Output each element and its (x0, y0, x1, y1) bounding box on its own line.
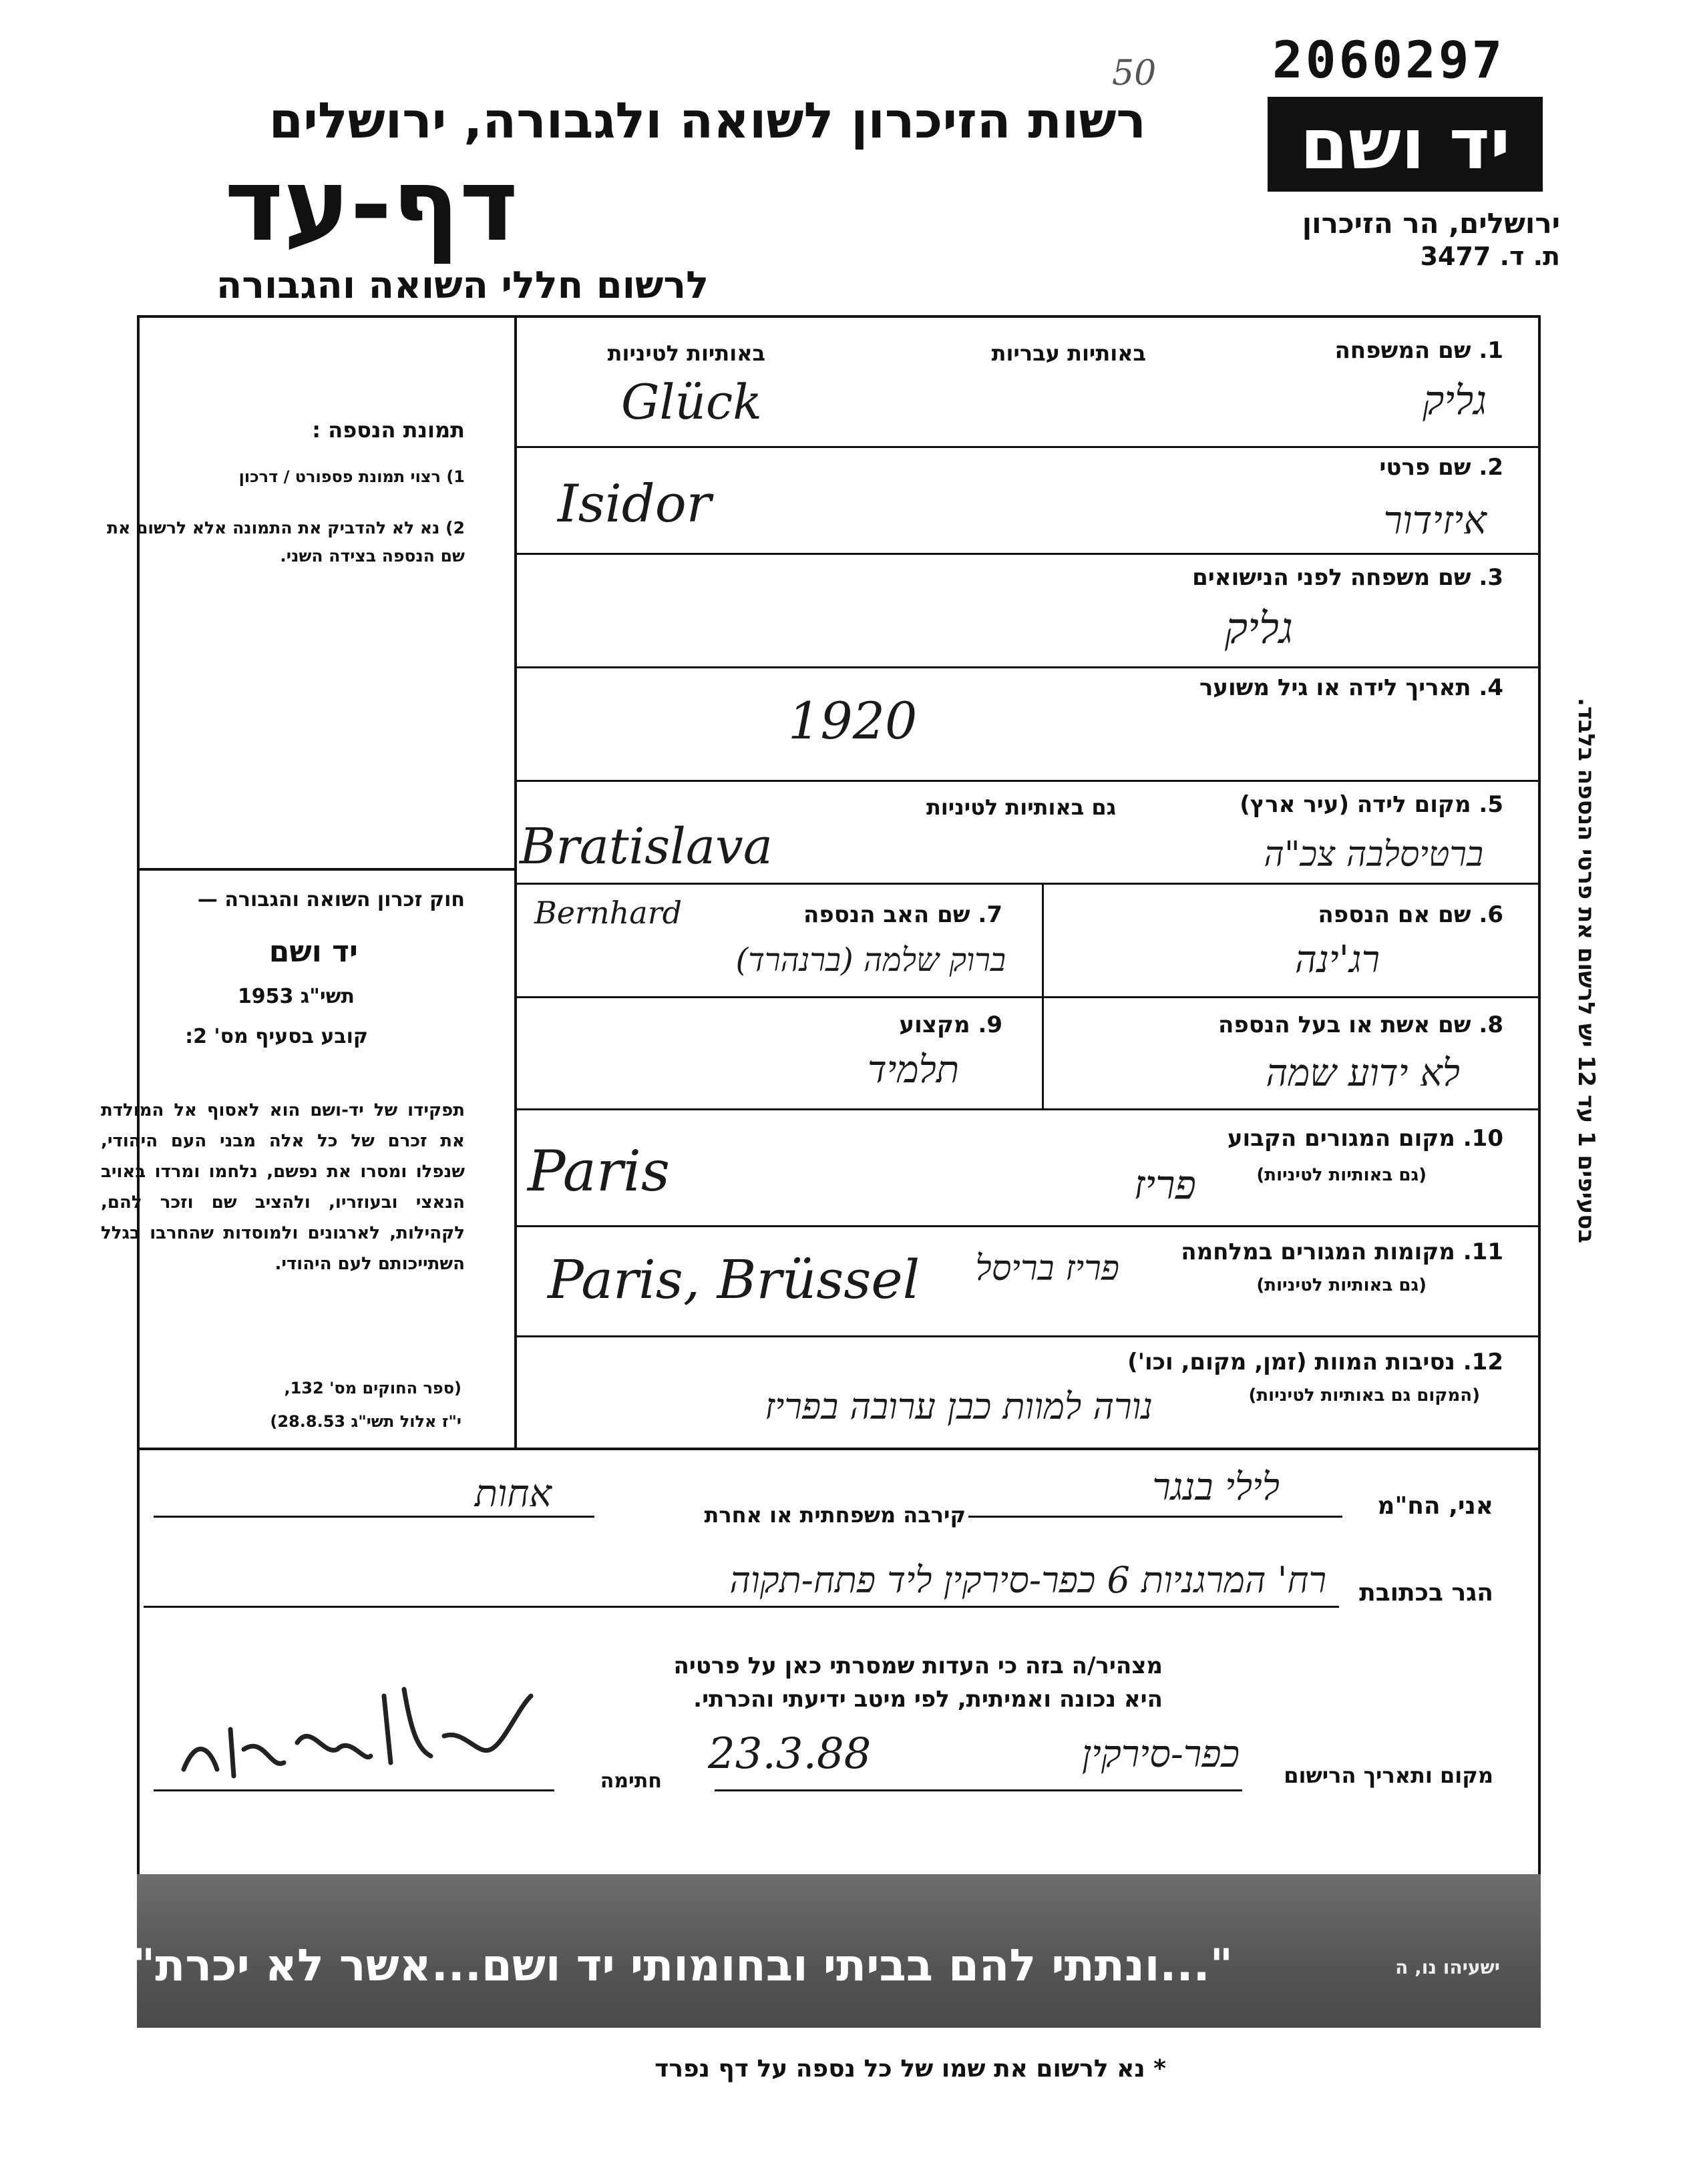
law-ref-2: י"ז אלול תשי"ג 28.8.53) (270, 1412, 461, 1431)
row-sep (514, 1335, 1541, 1337)
declaration-intro: אני, הח"מ (1377, 1492, 1493, 1520)
footer-note: * נא לרשום את שמו של כל נספה על דף נפרד (654, 2055, 1166, 2083)
field-8-label: 8. שם אשת או בעל הנספה (1218, 1012, 1503, 1038)
field-1-latin-value[interactable]: Glück (621, 374, 762, 430)
field-1-hebrew-value[interactable]: גליק (1423, 377, 1487, 424)
declarant-name[interactable]: לילי בנגר (1152, 1466, 1280, 1509)
address-value[interactable]: רח' המרגניות 6 כפר-סירקין ליד פתח-תקוה (729, 1559, 1326, 1601)
signature-label: חתימה (600, 1769, 662, 1793)
row-sep (514, 996, 1541, 998)
signature-scribble[interactable] (170, 1669, 544, 1789)
address-line (144, 1606, 1339, 1608)
field-6-label: 6. שם אם הנספה (1318, 901, 1503, 928)
field-1-hebrew-hint: באותיות עבריות (991, 341, 1146, 366)
banner-source: ישעיהו נו, ה (1395, 1956, 1500, 1978)
authority-title: רשות הזיכרון לשואה ולגבורה, ירושלים (268, 92, 1146, 150)
side-note: בסעיפים 1 עד 12 יש לרשום את פרטי הנספה בלבד. (1573, 698, 1600, 1244)
field-3-label: 3. שם משפחה לפני הנישואים (1192, 564, 1503, 591)
form-title: דף-עד (224, 148, 518, 264)
field-10-label: 10. מקום המגורים הקבוע (1227, 1125, 1503, 1152)
law-clause: קובע בסעיף מס' 2: (185, 1025, 368, 1048)
form-subtitle: לרשום חללי השואה והגבורה (216, 264, 709, 307)
declarant-line (968, 1516, 1342, 1518)
stamp-mark: 50 (1112, 53, 1157, 93)
field-2-latin-value[interactable]: Isidor (558, 474, 711, 534)
field-12-value[interactable]: נורה למוות כבן ערובה בפריז (765, 1385, 1153, 1428)
field-4-value[interactable]: 1920 (788, 691, 918, 750)
form-number: 2060297 (1272, 30, 1505, 89)
field-5-latin-hint: גם באותיות לטיניות (926, 795, 1116, 820)
left-column-split (137, 868, 514, 871)
photo-box-item-2: 2) נא לא להדביק את התמונה אלא לרשום את שם הנספה בצידה השני. (107, 518, 465, 566)
signature-line (154, 1789, 554, 1791)
row-sep (514, 780, 1541, 782)
field-11-hebrew-value[interactable]: פריז בריסל (975, 1249, 1119, 1289)
relation-label: קירבה משפחתית או אחרת (704, 1502, 966, 1528)
law-ref-1: (ספר החוקים מס' 132, (284, 1379, 461, 1397)
field-10-hebrew-value[interactable]: פריז (1133, 1162, 1196, 1209)
row-sep (514, 1225, 1541, 1227)
field-9-value[interactable]: תלמיד (867, 1048, 959, 1092)
field-12-hint: (המקום גם באותיות לטיניות) (1248, 1385, 1480, 1405)
field-11-label: 11. מקומות המגורים במלחמה (1181, 1239, 1503, 1265)
place-date-line (715, 1789, 1242, 1791)
row-mid-divider (1042, 883, 1044, 1108)
field-12-label: 12. נסיבות המוות (זמן, מקום, וכו') (1127, 1349, 1503, 1375)
banner-quote: "...ונתתי להם בביתי ובחומותי יד ושם...אשר לא יכרת" (132, 1940, 1233, 1991)
row-sep (514, 446, 1541, 448)
law-year: תשי"ג 1953 (237, 985, 355, 1008)
law-text: תפקידו של יד-ושם הוא לאסוף אל המולדת את זכרם של כל אלה מבני העם היהודי, שנפלו ומסרו את נפשם, נלחמו ומרדו באויב הנאצי ובעוזריו, ולהציב שם וזכר להם, לקהילות, לארגונים ולמוסדות שהחרבו בגלל השתייכותם לעם היהודי. (101, 1100, 465, 1274)
field-11-hint: (גם באותיות לטיניות) (1256, 1275, 1427, 1295)
logo-text: יד ושם (1300, 103, 1511, 185)
field-4-label: 4. תאריך לידה או גיל משוער (1199, 674, 1503, 701)
law-heading: חוק זכרון השואה והגבורה — (197, 888, 465, 911)
row-sep (514, 666, 1541, 668)
field-8-value[interactable]: לא ידוע שמה (1266, 1052, 1460, 1095)
row-sep (514, 1108, 1541, 1110)
field-5-hebrew-value[interactable]: ברטיסלבה צכ"ה (1264, 835, 1483, 875)
field-7-hebrew-value[interactable]: ברוק שלמה (ברנהרד) (735, 941, 1006, 979)
field-11-latin-value[interactable]: Paris, Brüssel (548, 1249, 920, 1311)
row-sep (514, 883, 1541, 885)
relation-line (154, 1516, 594, 1518)
field-6-value[interactable]: רג'ינה (1294, 938, 1380, 981)
registration-date[interactable]: 23.3.88 (708, 1729, 872, 1779)
field-3-hebrew-value[interactable]: גליק (1224, 604, 1293, 654)
law-name: יד ושם (268, 935, 358, 969)
statement-line-2: היא נכונה ואמיתית, לפי מיטב ידיעתי והכרתי. (693, 1686, 1163, 1713)
photo-box-title: תמונת הנספה : (312, 417, 465, 443)
address-line-2: ת. ד. 3477 (1420, 242, 1560, 271)
field-2-label: 2. שם פרטי (1379, 454, 1503, 481)
field-1-latin-hint: באותיות לטיניות (607, 341, 765, 366)
field-5-label: 5. מקום לידה (עיר ארץ) (1240, 791, 1503, 818)
place-date-label: מקום ותאריך הרישום (1284, 1763, 1493, 1788)
address-line-1: ירושלים, הר הזיכרון (1302, 207, 1560, 240)
field-10-latin-value[interactable]: Paris (528, 1138, 670, 1204)
row-sep (514, 553, 1541, 555)
statement-line-1: מצהיר/ה בזה כי העדות שמסרתי כאן על פרטיה (673, 1653, 1163, 1679)
field-10-hint: (גם באותיות לטיניות) (1256, 1165, 1427, 1185)
relation-value[interactable]: אחות (474, 1472, 552, 1516)
yad-vashem-logo (1268, 97, 1543, 192)
field-1-label: 1. שם המשפחה (1334, 337, 1503, 364)
field-2-hebrew-value[interactable]: איזידור (1383, 497, 1487, 543)
field-9-label: 9. מקצוע (899, 1012, 1002, 1038)
field-5-latin-value[interactable]: Bratislava (520, 818, 773, 875)
field-7-latin-value[interactable]: Bernhard (534, 895, 683, 931)
address-label: הגר בכתובת (1359, 1579, 1493, 1606)
registration-place[interactable]: כפר-סירקין (1081, 1733, 1240, 1776)
photo-box-item-1: 1) רצוי תמונת פספורט / דרכון (238, 467, 465, 486)
field-7-label: 7. שם האב הנספה (803, 901, 1002, 928)
